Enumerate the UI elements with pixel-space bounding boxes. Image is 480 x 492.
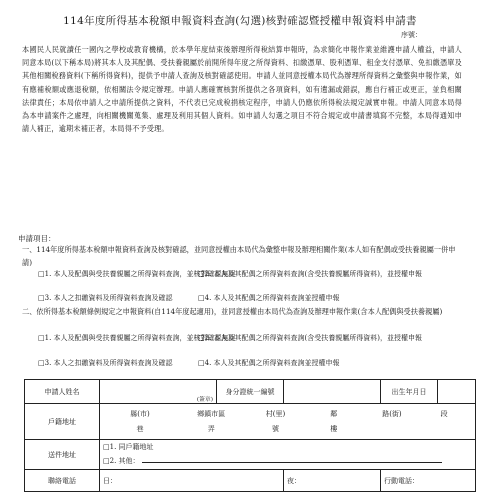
- item-one-option-3[interactable]: □3. 本人之扣繳資料及所得資料查詢及確認: [38, 294, 173, 302]
- section-heading: 申請項目：: [18, 234, 56, 243]
- signature-label: (簽章): [196, 397, 213, 403]
- mailing-address-field: [100, 440, 476, 470]
- item-two-option-2[interactable]: □2. 本人及其配偶之所得資料查詢(含受扶養親屬所得資料)，並授權申報: [198, 334, 422, 342]
- phone-day-label: 日：: [103, 476, 117, 485]
- serial-number-label: 序號：: [401, 31, 422, 39]
- item-two-option-3[interactable]: □3. 本人之扣繳資料及所得資料查詢及確認: [38, 359, 173, 367]
- mailing-option-other[interactable]: [103, 454, 472, 468]
- birth-date-field[interactable]: [438, 380, 476, 404]
- mailing-address-label: 送件地址: [25, 440, 100, 470]
- mailing-other-line[interactable]: [142, 454, 442, 463]
- name-row: [25, 380, 476, 404]
- item-one-option-1[interactable]: □1. 本人及配偶與受扶養親屬之所得資料查詢，並核對確認無誤: [38, 270, 236, 278]
- phone-row: [25, 470, 476, 492]
- addr-section: 段: [440, 409, 448, 418]
- addr-county: 縣(市): [130, 409, 150, 418]
- phone-day-field[interactable]: [100, 470, 284, 492]
- mailing-option-other-label: □2. 其他：: [103, 457, 140, 465]
- applicant-name-field[interactable]: [100, 380, 217, 404]
- household-address-label: 戶籍地址: [25, 404, 100, 440]
- addr-road: 路(街): [382, 409, 402, 418]
- applicant-info-table: [24, 379, 476, 492]
- addr-alley: 弄: [207, 424, 215, 433]
- mailing-address-row: [25, 440, 476, 470]
- addr-floor: 樓: [330, 424, 338, 433]
- item-two-option-4[interactable]: □4. 本人及其配偶之所得資料查詢並授權申報: [198, 359, 340, 367]
- item-one-option-4[interactable]: □4. 本人及其配偶之所得資料查詢並授權申報: [198, 294, 340, 302]
- addr-village: 村(里): [265, 409, 286, 418]
- phone-night-label: 夜：: [287, 476, 301, 485]
- intro-text: 本國民人民就讀任一國內之學校或教育機構，於本學年度結束後辦理所得稅結算申報時，為求簡化申報作業並維護申請人權益，申請人同意本局(以下稱本局)將其本人及其配偶、受扶養親屬於前開所得年度之所得資料、扣繳憑單、股利憑單、租金支付憑單、免扣繳憑單及其他相關稅務資料(下稱所得資料)，提供予申請人查詢及核對確認使用。申請人並同意授權本局代為辦理所得資料之彙整與申報作業，如有應補稅額或應退稅額，依相關法令規定辦理。申請人應確實核對所提供之各項資料，如有遺漏或錯誤，應自行補正或更正，並負相關法律責任；本局依申請人之申請所提供之資料，不代表已完成稅捐核定程序，申請人仍應依所得稅法規定誠實申報。申請人同意本局得為本申請案件之處理，向相關機關蒐集、處理及利用其個人資料。如申請人勾選之項目不符合規定或申請書填寫不完整，本局得通知申請人補正，逾期未補正者，本局得不予受理。: [22, 45, 462, 134]
- item-two-text: 二、依所得基本稅額條例規定之申報資料(自114年度起適用)，並同意授權由本局代為查詢及辦理申報作業(含本人配偶與受扶養親屬): [22, 307, 443, 316]
- address-parts-row-2: [103, 422, 472, 437]
- id-number-label: 身分證統一編號: [217, 380, 284, 404]
- addr-district: 鄉鎮市區: [197, 409, 226, 418]
- intro-paragraph: [22, 43, 462, 135]
- id-number-field[interactable]: [284, 380, 381, 404]
- page-title: 114年度所得基本稅額申報資料查詢(勾選)核對確認暨授權申報資料申請書: [63, 15, 417, 27]
- birth-date-label: 出生年月日: [381, 380, 438, 404]
- mobile-field[interactable]: [381, 470, 476, 492]
- phone-label: 聯絡電話: [25, 470, 100, 492]
- phone-night-field[interactable]: [284, 470, 381, 492]
- household-address-field[interactable]: [100, 404, 476, 440]
- mobile-label: 行動電話：: [384, 476, 419, 485]
- item-one-text: 一、114年度所得基本稅額申報資料查詢及核對確認，並同意授權由本局代為彙整申報及辦理相關作業(本人如有配偶或受扶養親屬一併申請): [22, 245, 456, 267]
- addr-neighborhood: 鄰: [330, 409, 338, 418]
- addr-lane: 巷: [136, 424, 144, 433]
- item-one-option-2[interactable]: □2. 本人及其配偶之所得資料查詢(含受扶養親屬所得資料)，並授權申報: [198, 270, 422, 278]
- address-parts-row-1: [103, 407, 472, 422]
- applicant-name-label: 申請人姓名: [25, 380, 100, 404]
- item-two-option-1[interactable]: □1. 本人及配偶與受扶養親屬之所得資料查詢，並核對確認無誤: [38, 334, 236, 342]
- household-address-row: [25, 404, 476, 440]
- mailing-option-same[interactable]: □1. 同戶籍地址: [103, 443, 154, 451]
- addr-number: 號: [271, 424, 279, 433]
